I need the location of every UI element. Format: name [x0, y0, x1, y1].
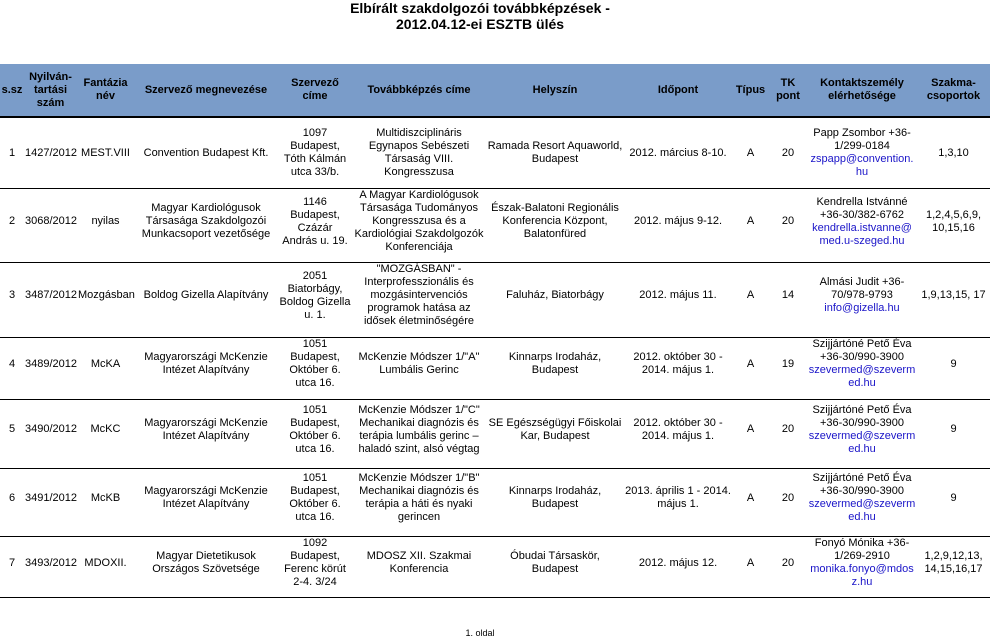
- contact-email-link[interactable]: kendrella.istvanne@med.u-szeged.hu: [812, 221, 912, 247]
- date: 2012. március 8-10.: [629, 146, 727, 159]
- title-line-1: Elbírált szakdolgozói továbbképzések -: [350, 0, 610, 16]
- profession-groups: 1,2,4,5,6,9, 10,15,16: [925, 208, 982, 234]
- contact-email-link[interactable]: monika.fonyo@mdosz.hu: [810, 563, 914, 588]
- type: A: [746, 215, 755, 227]
- contact-person: Papp Zsombor +36-1/299-0184: [813, 127, 911, 152]
- venue: SE Egészségügyi Főiskolai Kar, Budapest: [488, 416, 622, 442]
- contact-cell: [807, 400, 917, 460]
- contact-cell: [807, 263, 917, 329]
- table-row: [0, 126, 990, 180]
- profession-groups: 1,2,9,12,13, 14,15,16,17: [924, 550, 983, 575]
- credit-points: 14: [781, 289, 795, 302]
- training-title: MDOSZ XII. Szakmai Konferencia: [366, 550, 472, 575]
- short-name: McKB: [90, 491, 121, 504]
- registry-number: 3493/2012: [25, 556, 77, 569]
- organizer-address: 1051 Budapest, Október 6. utca 16.: [289, 472, 341, 524]
- row-number: 4: [8, 357, 16, 370]
- table-row: [0, 189, 990, 255]
- contact-person: Szijjártóné Pető Éva +36-30/990-3900: [812, 338, 912, 364]
- header-cell: Szervező megnevezése: [134, 64, 278, 117]
- organizer-name: Magyar Dietetikusok Országos Szövetsége: [152, 550, 260, 575]
- row-number: 5: [8, 423, 16, 436]
- type: A: [746, 556, 755, 569]
- contact-cell: [807, 537, 917, 590]
- registry-number: 3489/2012: [25, 357, 77, 370]
- credit-points: 20: [781, 423, 795, 436]
- organizer-name: Magyarországi McKenzie Intézet Alapítvány: [144, 485, 268, 511]
- contact-cell: [807, 337, 917, 391]
- type: A: [746, 423, 755, 436]
- profession-groups: 1,9,13,15, 17: [921, 289, 986, 302]
- contact-email-link[interactable]: info@gizella.hu: [824, 302, 900, 315]
- date: 2013. április 1 - 2014. május 1.: [625, 485, 731, 511]
- short-name: McKC: [90, 423, 121, 436]
- contact-person: Szijjártóné Pető Éva +36-30/990-3900: [812, 472, 912, 498]
- venue: Óbudai Társaskör, Budapest: [510, 550, 600, 575]
- profession-groups: 9: [950, 423, 957, 436]
- short-name: nyilas: [91, 215, 120, 227]
- credit-points: 20: [781, 146, 795, 159]
- header-cell: Továbbképzés címe: [352, 64, 486, 117]
- training-title: McKenzie Módszer 1/"C" Mechanikai diagnózis és terápia lumbális gerinc – haladó szint, alsó végtag: [358, 403, 480, 455]
- organizer-name: Magyarországi McKenzie Intézet Alapítvány: [144, 351, 268, 377]
- header-cell: Nyilván-tartási szám: [24, 64, 77, 117]
- header-cell: Szakma-csoportok: [917, 64, 990, 117]
- contact-cell: [807, 468, 917, 528]
- venue: Faluház, Biatorbágy: [506, 289, 604, 302]
- header-cell: Kontaktszemély elérhetősége: [807, 64, 917, 117]
- contact-cell: [807, 126, 917, 180]
- header-cell: Szervező címe: [278, 64, 352, 117]
- type: A: [746, 289, 755, 302]
- organizer-name: Magyarországi McKenzie Intézet Alapítvány: [144, 416, 268, 442]
- organizer-address: 1092 Budapest, Ferenc körút 2-4. 3/24: [284, 537, 346, 588]
- training-table: [0, 64, 990, 598]
- contact-person: Kendrella Istvánné +36-30/382-6762: [816, 195, 908, 221]
- venue: Ramada Resort Aquaworld, Budapest: [487, 140, 623, 165]
- contact-email-link[interactable]: szevermed@szevermed.hu: [808, 429, 916, 455]
- document-title: [0, 0, 960, 32]
- contact-cell: [807, 189, 917, 255]
- contact-email-link[interactable]: szevermed@szevermed.hu: [808, 364, 916, 390]
- contact-person: Fonyó Mónika +36-1/269-2910: [814, 537, 910, 562]
- table-row: [0, 263, 990, 329]
- profession-groups: 1,3,10: [938, 146, 969, 159]
- header-cell: Típus: [732, 64, 769, 117]
- registry-number: 3491/2012: [25, 491, 77, 504]
- type: A: [746, 357, 755, 370]
- organizer-name: Convention Budapest Kft.: [143, 146, 269, 159]
- contact-email-link[interactable]: zspapp@convention.hu: [810, 153, 914, 178]
- organizer-name: Magyar Kardiológusok Társasága Szakdolgozói Munkacsoport vezetősége: [141, 202, 271, 240]
- credit-points: 20: [781, 491, 795, 504]
- short-name: MDOXII.: [84, 556, 127, 569]
- contact-person: Almási Judit +36-70/978-9793: [819, 276, 905, 302]
- table-row: [0, 400, 990, 460]
- table-row: [0, 337, 990, 391]
- page-footer: 1. oldal: [465, 628, 495, 638]
- credit-points: 20: [781, 556, 795, 569]
- training-title: Multidiszciplináris Egynapos Sebészeti Társaság VIII. Kongresszusa: [368, 127, 470, 178]
- row-number: 6: [8, 491, 16, 504]
- short-name: McKA: [90, 357, 121, 370]
- title-line-2: 2012.04.12-ei ESZTB ülés: [395, 16, 565, 32]
- profession-groups: 9: [950, 357, 957, 370]
- credit-points: 19: [781, 357, 795, 370]
- row-number: 1: [8, 146, 16, 159]
- venue: Észak-Balatoni Regionális Konferencia Központ, Balatonfüred: [491, 202, 619, 240]
- organizer-address: 1051 Budapest, Október 6. utca 16.: [289, 403, 341, 455]
- header-row: [0, 64, 990, 117]
- training-title: "MOZGÁSBAN" - Interprofesszionális és mozgásintervenciós programok hatása az idősek életminőségére: [363, 263, 475, 328]
- contact-email-link[interactable]: szevermed@szevermed.hu: [808, 498, 916, 524]
- venue: Kinnarps Irodaház, Budapest: [508, 485, 602, 511]
- table-row: [0, 468, 990, 528]
- registry-number: 3068/2012: [25, 215, 77, 227]
- row-number: 2: [8, 215, 16, 227]
- registry-number: 1427/2012: [25, 146, 77, 159]
- training-title: A Magyar Kardiológusok Társasága Tudományos Kongresszusa és a Kardiológiai Szakdolgozók Konferenciája: [354, 189, 484, 253]
- registry-number: 3490/2012: [25, 423, 77, 436]
- registry-number: 3487/2012: [25, 289, 77, 302]
- organizer-address: 2051 Biatorbágy, Boldog Gizella u. 1.: [279, 269, 351, 321]
- profession-groups: 9: [950, 491, 957, 504]
- date: 2012. május 11.: [639, 289, 717, 302]
- header-cell: Helyszín: [486, 64, 624, 117]
- date: 2012. október 30 - 2014. május 1.: [633, 351, 723, 377]
- header-cell: Fantázia név: [77, 64, 134, 117]
- date: 2012. május 9-12.: [633, 215, 723, 227]
- header-cell: Időpont: [624, 64, 732, 117]
- training-title: McKenzie Módszer 1/"B" Mechanikai diagnózis és terápia a háti és nyaki gerincen: [358, 472, 480, 524]
- date: 2012. október 30 - 2014. május 1.: [633, 416, 723, 442]
- short-name: Mozgásban: [78, 289, 135, 302]
- type: A: [746, 491, 755, 504]
- training-title: McKenzie Módszer 1/"A" Lumbális Gerinc: [358, 351, 480, 377]
- organizer-address: 1097 Budapest, Tóth Kálmán utca 33/b.: [283, 127, 347, 178]
- credit-points: 20: [781, 215, 795, 227]
- header-cell: s.sz: [0, 64, 24, 117]
- row-number: 3: [8, 289, 16, 302]
- contact-person: Szijjártóné Pető Éva +36-30/990-3900: [812, 403, 912, 429]
- organizer-address: 1146 Budapest, Czázár András u. 19.: [282, 195, 348, 247]
- venue: Kinnarps Irodaház, Budapest: [508, 351, 602, 377]
- date: 2012. május 12.: [638, 556, 718, 569]
- header-cell: TK pont: [769, 64, 807, 117]
- organizer-name: Boldog Gizella Alapítvány: [143, 289, 269, 302]
- row-number: 7: [8, 556, 16, 569]
- short-name: MEST.VIII: [81, 146, 130, 159]
- type: A: [746, 146, 755, 159]
- table-row: [0, 537, 990, 590]
- organizer-address: 1051 Budapest, Október 6. utca 16.: [289, 338, 341, 390]
